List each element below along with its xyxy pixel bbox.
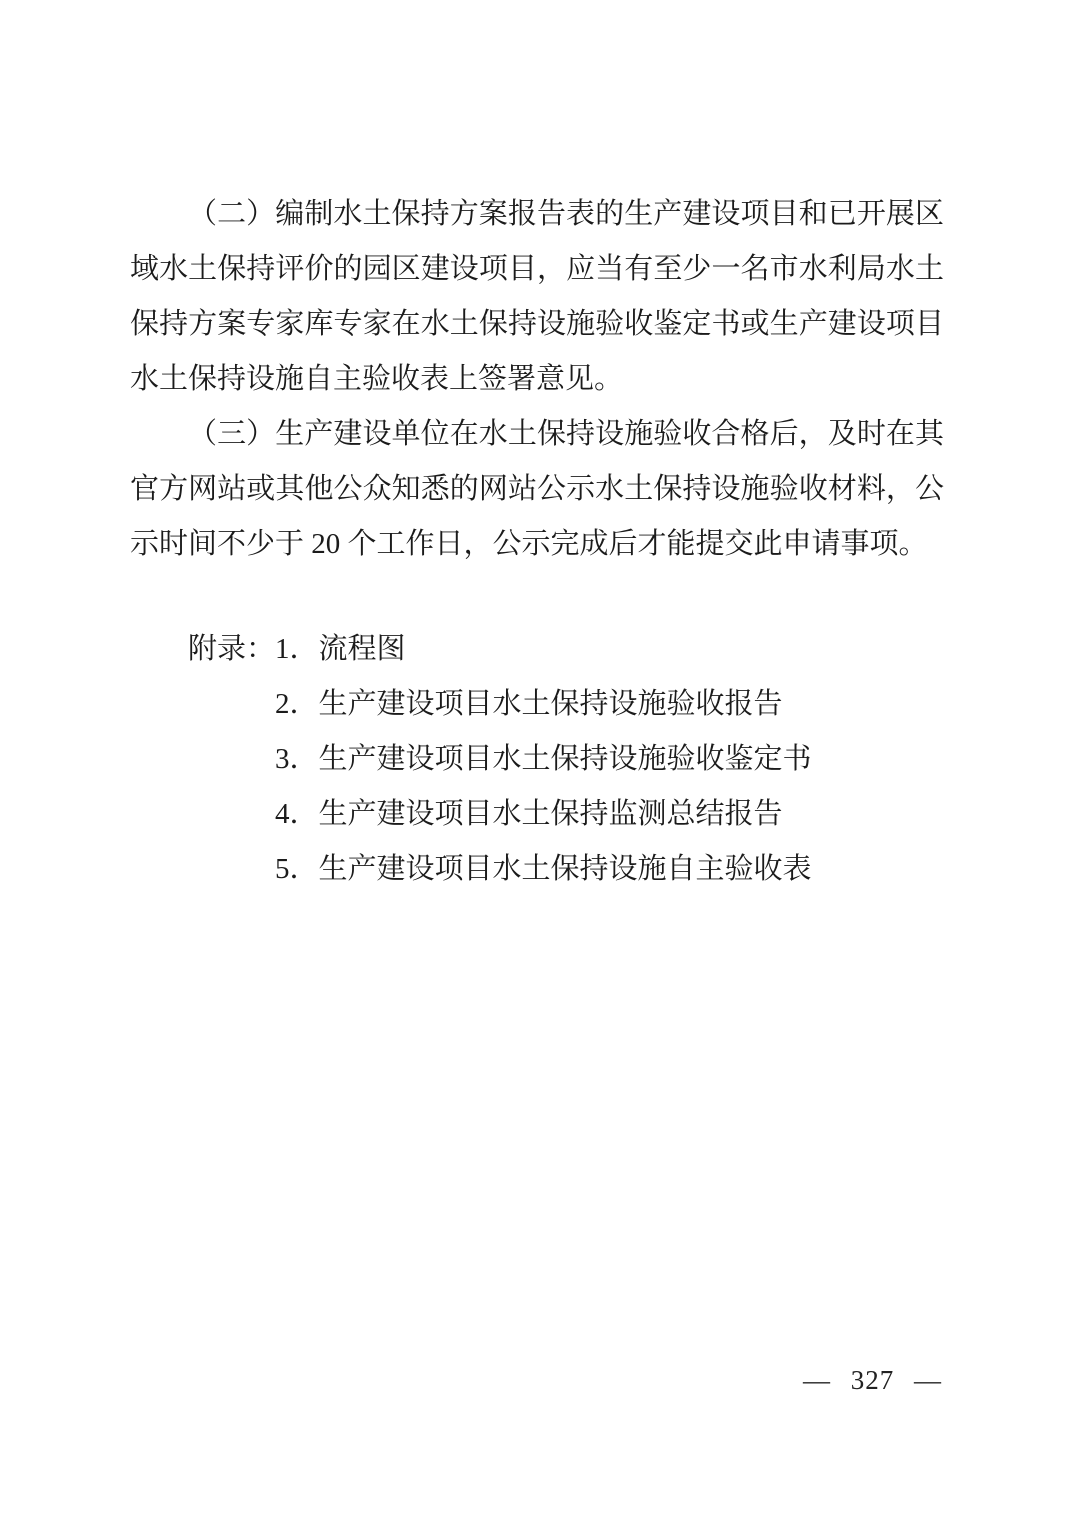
appendix-item: 3．生产建设项目水土保持设施验收鉴定书: [275, 743, 812, 775]
paragraph-line: 水土保持设施自主验收表上签署意见。: [130, 363, 624, 395]
paragraph-line: （二）编制水土保持方案报告表的生产建设项目和已开展区: [188, 198, 944, 230]
paragraph-line: 官方网站或其他公众知悉的网站公示水土保持设施验收材料，公: [130, 473, 944, 505]
document-body: [130, 187, 944, 897]
paragraph-line: 域水土保持评价的园区建设项目，应当有至少一名市水利局水土: [130, 253, 944, 285]
appendix-item: 4．生产建设项目水土保持监测总结报告: [275, 798, 783, 830]
appendix-list: [130, 622, 944, 897]
appendix-first-line: [130, 622, 944, 677]
paragraph-line: （三）生产建设单位在水土保持设施验收合格后，及时在其: [188, 418, 944, 450]
appendix-item: 2．生产建设项目水土保持设施验收报告: [275, 688, 783, 720]
appendix-item: 5．生产建设项目水土保持设施自主验收表: [275, 853, 812, 885]
page-number: — 327 —: [803, 1365, 942, 1395]
paragraph: [130, 187, 944, 407]
paragraph-line: 示时间不少于 20 个工作日，公示完成后才能提交此申请事项。: [130, 528, 928, 560]
paragraph: [130, 407, 944, 572]
paragraph-line: 保持方案专家库专家在水土保持设施验收鉴定书或生产建设项目: [130, 308, 944, 340]
appendix-item: 1．流程图: [275, 633, 406, 665]
appendix-label: 附录：: [188, 633, 276, 665]
